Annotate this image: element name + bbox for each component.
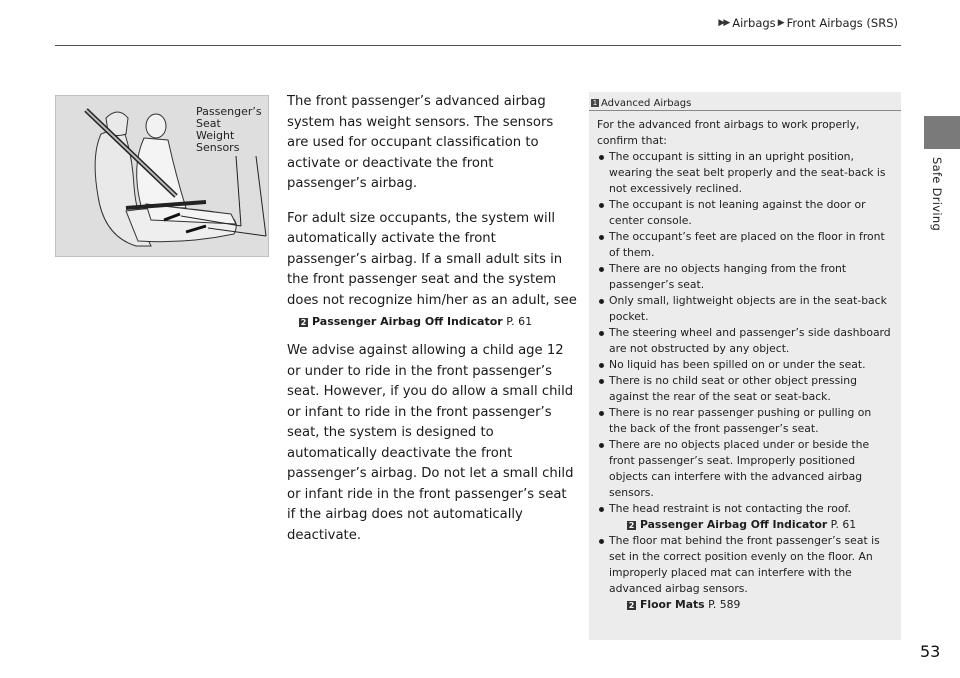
note-intro: For the advanced front airbags to work properly, confirm that: [597,118,860,147]
note-list [597,533,891,597]
section-tab[interactable] [924,116,960,149]
sensor-callout: Passenger’s Seat Weight Sensors [196,105,262,154]
reference-icon: 2 [300,318,307,327]
paragraph: For adult size occupants, the system will automatically activate the front passenger’s airbag. If a small adult sits in the front passenger seat and the system does not recognize him/her as an adult, see [287,210,577,308]
note-icon: 1 [592,99,598,107]
cross-reference[interactable]: 2 Passenger Airbag Off Indicator P. 61 [300,315,533,328]
main-text [287,92,577,546]
breadcrumb [718,16,898,30]
note-header [589,92,901,111]
note-box [589,92,901,640]
section-label: Safe Driving [930,157,944,232]
list-item: There are no objects hanging from the front passenger’s seat. [597,261,891,293]
list-item: No liquid has been spilled on or under the seat. [597,357,891,373]
page-number: 53 [920,642,941,661]
arrow-icon: ▶ [777,18,785,28]
note-list [597,149,891,517]
cross-reference[interactable]: 2 Passenger Airbag Off Indicator P. 61 [628,518,857,531]
seat-illustration [55,95,269,257]
reference-icon: 2 [628,601,635,610]
list-item: The occupant is not leaning against the door or center console. [597,197,891,229]
list-item: The steering wheel and passenger’s side dashboard are not obstructed by any object. [597,325,891,357]
list-item: There are no objects placed under or beside the front passenger’s seat. Improperly positioned objects can interfere with the advanced airbag sensors. [597,437,891,501]
breadcrumb-item[interactable]: Airbags [732,16,776,30]
cross-reference[interactable]: 2 Floor Mats P. 589 [628,598,741,611]
list-item: The floor mat behind the front passenger’s seat is set in the correct position evenly on the floor. An improperly placed mat can interfere with the advanced airbag sensors. [597,533,891,597]
list-item: There is no rear passenger pushing or pulling on the back of the front passenger’s seat. [597,405,891,437]
list-item: The head restraint is not contacting the roof. [597,501,891,517]
list-item: The occupant’s feet are placed on the floor in front of them. [597,229,891,261]
double-arrow-icon: ▶▶ [718,18,729,28]
breadcrumb-item[interactable]: Front Airbags (SRS) [786,16,898,30]
note-title: Advanced Airbags [601,97,692,109]
paragraph: The front passenger’s advanced airbag system has weight sensors. The sensors are used for occupant classification to activate or deactivate the front passenger’s airbag. [287,94,554,191]
paragraph: We advise against allowing a child age 12 or under to ride in the front passenger’s seat. However, if you do allow a small child or infant to ride in the front passenger’s seat, the system is designed to automatically deactivate the front passenger’s airbag. Do not let a small child or infant ride in the front passenger’s seat if the airbag does not automatically deactivate. [287,343,574,543]
list-item: There is no child seat or other object pressing against the rear of the seat or seat-back. [597,373,891,405]
header-rule [55,45,901,46]
list-item: The occupant is sitting in an upright position, wearing the seat belt properly and the seat-back is not excessively reclined. [597,149,891,197]
list-item: Only small, lightweight objects are in the seat-back pocket. [597,293,891,325]
reference-icon: 2 [628,521,635,530]
